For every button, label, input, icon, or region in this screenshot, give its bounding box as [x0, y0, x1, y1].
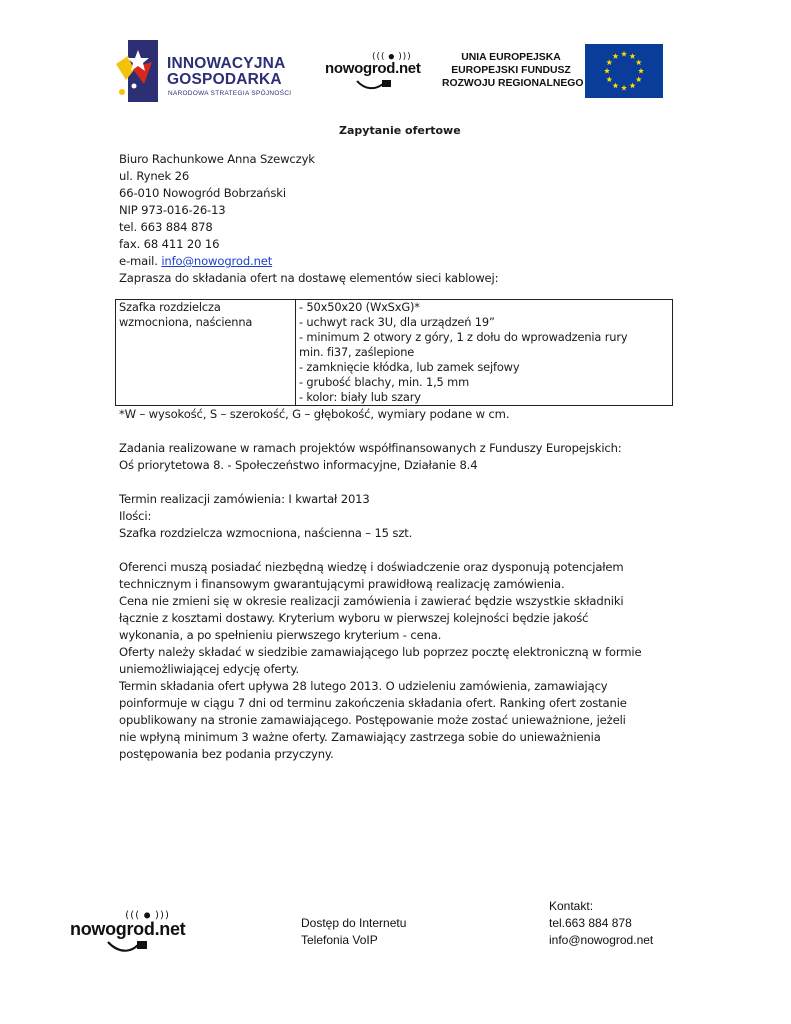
company-nip: NIP 973-016-26-13 [119, 203, 226, 217]
item-spec-cell [296, 300, 673, 406]
eu-line-3: ROZWOJU REGIONALNEGO [442, 78, 584, 89]
terms-line: poinformuje w ciągu 7 dni od terminu zakończenia składania ofert. Ranking ofert zostanie [119, 696, 627, 710]
terms-paragraph [119, 559, 642, 763]
eu-flag-icon [585, 44, 663, 98]
footer-services [301, 915, 406, 949]
spec-line: - 50x50x20 (WxSxG)* [299, 300, 420, 314]
projects-line: Zadania realizowane w ramach projektów współfinansowanych z Funduszy Europejskich: [119, 441, 622, 455]
item-name-line-2: wzmocniona, naścienna [119, 315, 253, 329]
spec-line: - zamknięcie kłódka, lub zamek sejfowy [299, 360, 520, 374]
innowacyjna-emblem-icon [114, 40, 162, 102]
schedule-paragraph [119, 491, 412, 542]
nowogrod-footer-logo [70, 910, 190, 956]
footer-contact [549, 898, 653, 949]
company-fax: fax. 68 411 20 16 [119, 237, 220, 251]
service-voip: Telefonia VoIP [301, 933, 378, 947]
terms-line: uniemożliwiającej edycję oferty. [119, 662, 299, 676]
eu-line-1: UNIA EUROPEJSKA [461, 52, 561, 63]
company-tel: tel. 663 884 878 [119, 220, 213, 234]
nowogrod-footer-text: nowogrod.net [70, 919, 186, 939]
spec-line: min. fi37, zaślepione [299, 345, 415, 359]
signal-waves-icon: ((( ● ))) [371, 52, 411, 62]
item-name-line-1: Szafka rozdzielcza [119, 300, 221, 314]
terms-line: Termin składania ofert upływa 28 lutego 2013. O udzieleniu zamówienia, zamawiający [119, 679, 608, 693]
terms-line: Oferenci muszą posiadać niezbędną wiedzę i doświadczenie oraz dysponują potencjałem [119, 560, 624, 574]
spec-line: - minimum 2 otwory z góry, 1 z dołu do wprowadzenia rury [299, 330, 628, 344]
schedule-line: Ilości: [119, 509, 152, 523]
gospodarka-word: GOSPODARKA [167, 71, 282, 88]
item-name-cell [116, 300, 296, 406]
terms-line: Oferty należy składać w siedzibie zamawiającego lub poprzez pocztę elektroniczną w formie [119, 645, 642, 659]
innowacyjna-word: INNOWACYJNA [167, 55, 286, 72]
contact-label: Kontakt: [549, 899, 594, 913]
email-label: e-mail. [119, 254, 162, 268]
contact-phone: tel.663 884 878 [549, 916, 632, 930]
terms-line: nie wpłyną minimum 3 ważne oferty. Zamawiający zastrzega sobie do unieważnienia [119, 730, 601, 744]
projects-line: Oś priorytetowa 8. - Społeczeństwo informacyjne, Działanie 8.4 [119, 458, 478, 472]
terms-line: technicznym i finansowym gwarantującymi prawidłową realizację zamówienia. [119, 577, 565, 591]
company-name: Biuro Rachunkowe Anna Szewczyk [119, 152, 315, 166]
contact-email[interactable]: info@nowogrod.net [549, 933, 654, 947]
company-city: 66-010 Nowogród Bobrzański [119, 186, 286, 200]
schedule-line: Termin realizacji zamówienia: I kwartał 2013 [119, 492, 370, 506]
terms-line: łącznie z kosztami dostawy. Kryterium wyboru w pierwszej kolejności będzie jakość [119, 611, 589, 625]
nowogrod-header-text: nowogrod.net [325, 60, 421, 77]
service-internet: Dostęp do Internetu [301, 916, 407, 930]
terms-line: opublikowany na stronie zamawiającego. Postępowanie może zostać unieważnione, jeżeli [119, 713, 626, 727]
intro-line: Zaprasza do składania ofert na dostawę elementów sieci kablowej: [119, 271, 499, 285]
eu-fund-text-block [442, 51, 584, 90]
signal-waves-icon: ((( ● ))) [124, 910, 170, 921]
innowacyjna-gospodarka-logo [114, 40, 314, 102]
nowogrod-header-logo [325, 52, 425, 94]
cable-plug-icon [355, 78, 395, 92]
table-row [116, 300, 673, 406]
dimension-footnote: *W – wysokość, S – szerokość, G – głębokość, wymiary podane w cm. [119, 407, 510, 421]
specification-table [115, 299, 673, 406]
document-title: Zapytanie ofertowe [339, 124, 461, 137]
company-email-line [119, 253, 498, 270]
terms-line: Cena nie zmieni się w okresie realizacji zamówienia i zawierać będzie wszystkie składniki [119, 594, 624, 608]
company-street: ul. Rynek 26 [119, 169, 190, 183]
email-link[interactable]: info@nowogrod.net [161, 254, 273, 268]
projects-paragraph [119, 440, 622, 474]
innowacyjna-subtitle: NARODOWA STRATEGIA SPÓJNOŚCI [168, 90, 292, 97]
spec-line: - uchwyt rack 3U, dla urządzeń 19” [299, 315, 495, 329]
spec-line: - grubość blachy, min. 1,5 mm [299, 375, 470, 389]
eu-line-2: EUROPEJSKI FUNDUSZ [451, 65, 571, 76]
terms-line: postępowania bez podania przyczyny. [119, 747, 334, 761]
company-address-block [119, 151, 498, 287]
schedule-line: Szafka rozdzielcza wzmocniona, naścienna – 15 szt. [119, 526, 413, 540]
spec-line: - kolor: biały lub szary [299, 390, 421, 404]
terms-line: wykonania, a po spełnieniu pierwszego kryterium - cena. [119, 628, 442, 642]
cable-plug-icon [106, 939, 152, 955]
